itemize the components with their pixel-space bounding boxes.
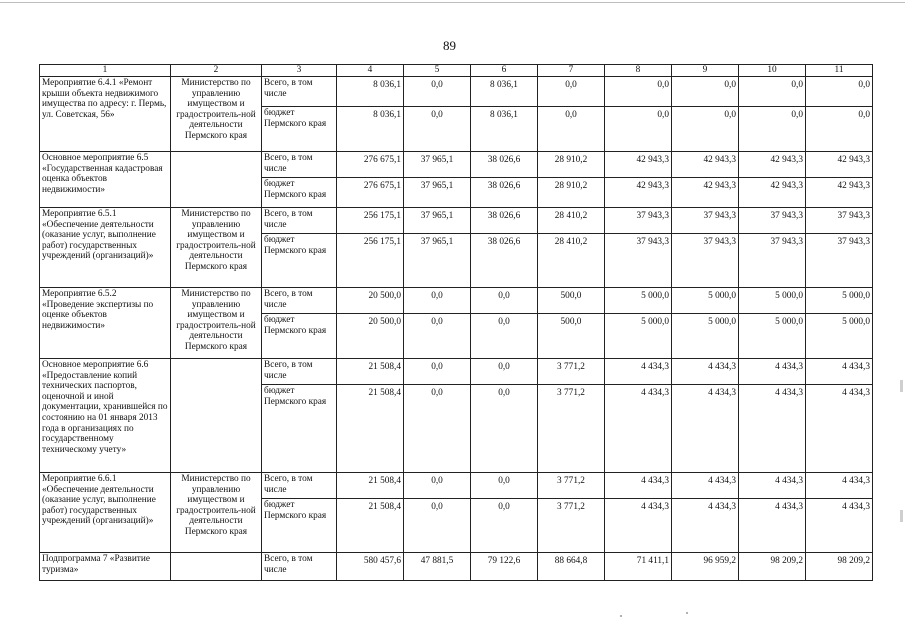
amount-cell: 21 508,4	[337, 473, 404, 499]
amount-cell: 0,0	[806, 107, 873, 152]
activity-name-cell: Основное мероприятие 6.6 «Предоставление копий технических паспортов, оценочной и иной документации, хранившейся по состоянию на 01 января 2013 года в организациях по государственному техническому учету»	[40, 359, 171, 473]
activity-name-cell: Основное мероприятие 6.5 «Государственная кадастровая оценка объектов недвижимости»	[40, 152, 171, 208]
amount-cell: 0,0	[538, 77, 605, 107]
amount-cell: 20 500,0	[337, 314, 404, 359]
column-header: 7	[538, 65, 605, 77]
funding-source-cell: Всего, в том числе	[262, 359, 337, 385]
column-header: 8	[605, 65, 672, 77]
activity-name-cell: Подпрограмма 7 «Развитие туризма»	[40, 553, 171, 581]
amount-cell: 37 965,1	[404, 234, 471, 288]
amount-cell: 5 000,0	[605, 288, 672, 314]
amount-cell: 42 943,3	[672, 178, 739, 208]
amount-cell: 21 508,4	[337, 385, 404, 473]
amount-cell: 5 000,0	[739, 314, 806, 359]
column-header: 6	[471, 65, 538, 77]
funding-source-cell: Всего, в том числе	[262, 77, 337, 107]
amount-cell: 3 771,2	[538, 385, 605, 473]
amount-cell: 4 434,3	[672, 359, 739, 385]
amount-cell: 276 675,1	[337, 152, 404, 178]
amount-cell: 71 411,1	[605, 553, 672, 581]
amount-cell: 5 000,0	[806, 288, 873, 314]
executor-cell	[171, 553, 262, 581]
amount-cell: 8 036,1	[471, 107, 538, 152]
amount-cell: 0,0	[404, 77, 471, 107]
amount-cell: 42 943,3	[605, 152, 672, 178]
amount-cell: 276 675,1	[337, 178, 404, 208]
funding-source-cell: Всего, в том числе	[262, 288, 337, 314]
amount-cell: 0,0	[739, 107, 806, 152]
amount-cell: 37 965,1	[404, 178, 471, 208]
amount-cell: 0,0	[605, 77, 672, 107]
amount-cell: 42 943,3	[806, 178, 873, 208]
amount-cell: 0,0	[739, 77, 806, 107]
amount-cell: 4 434,3	[806, 499, 873, 553]
amount-cell: 42 943,3	[739, 152, 806, 178]
amount-cell: 0,0	[471, 499, 538, 553]
amount-cell: 8 036,1	[337, 77, 404, 107]
amount-cell: 5 000,0	[806, 314, 873, 359]
amount-cell: 4 434,3	[739, 385, 806, 473]
amount-cell: 0,0	[404, 385, 471, 473]
table-row	[40, 152, 873, 178]
executor-cell: Министерство по управлению имуществом и градостроитель-ной деятельности Пермского края	[171, 208, 262, 288]
scan-edge-mark	[900, 510, 903, 522]
activity-name-cell: Мероприятие 6.6.1 «Обеспечение деятельности (оказание услуг, выполнение работ) государственных учреждений (организаций)»	[40, 473, 171, 553]
amount-cell: 42 943,3	[605, 178, 672, 208]
table-body	[40, 77, 873, 581]
column-header: 2	[171, 65, 262, 77]
scan-edge-mark	[900, 380, 903, 392]
amount-cell: 5 000,0	[739, 288, 806, 314]
amount-cell: 37 943,3	[806, 234, 873, 288]
amount-cell: 4 434,3	[806, 473, 873, 499]
amount-cell: 37 943,3	[605, 234, 672, 288]
amount-cell: 0,0	[538, 107, 605, 152]
amount-cell: 5 000,0	[605, 314, 672, 359]
column-header: 4	[337, 65, 404, 77]
table-row	[40, 77, 873, 107]
column-header: 5	[404, 65, 471, 77]
amount-cell: 4 434,3	[605, 359, 672, 385]
page-top-edge	[0, 2, 905, 3]
amount-cell: 0,0	[404, 314, 471, 359]
amount-cell: 4 434,3	[672, 473, 739, 499]
amount-cell: 4 434,3	[739, 359, 806, 385]
amount-cell: 0,0	[672, 107, 739, 152]
column-header: 11	[806, 65, 873, 77]
amount-cell: 21 508,4	[337, 499, 404, 553]
amount-cell: 42 943,3	[739, 178, 806, 208]
amount-cell: 8 036,1	[471, 77, 538, 107]
amount-cell: 4 434,3	[806, 385, 873, 473]
amount-cell: 42 943,3	[806, 152, 873, 178]
table-row	[40, 359, 873, 385]
column-header: 1	[40, 65, 171, 77]
budget-table	[39, 64, 873, 581]
amount-cell: 20 500,0	[337, 288, 404, 314]
amount-cell: 4 434,3	[739, 473, 806, 499]
amount-cell: 37 943,3	[739, 234, 806, 288]
activity-name-cell: Мероприятие 6.4.1 «Ремонт крыши объекта недвижимого имущества по адресу: г. Пермь, ул. Советская, 56»	[40, 77, 171, 152]
amount-cell: 0,0	[605, 107, 672, 152]
column-header: 3	[262, 65, 337, 77]
amount-cell: 28 410,2	[538, 208, 605, 234]
amount-cell: 0,0	[404, 499, 471, 553]
funding-source-cell: бюджет Пермского края	[262, 385, 337, 473]
amount-cell: 37 943,3	[605, 208, 672, 234]
table-row	[40, 473, 873, 499]
amount-cell: 37 943,3	[672, 208, 739, 234]
amount-cell: 4 434,3	[605, 499, 672, 553]
funding-source-cell: Всего, в том числе	[262, 553, 337, 581]
amount-cell: 0,0	[471, 385, 538, 473]
amount-cell: 256 175,1	[337, 208, 404, 234]
executor-cell: Министерство по управлению имуществом и градостроитель-ной деятельности Пермского края	[171, 77, 262, 152]
column-header: 10	[739, 65, 806, 77]
amount-cell: 96 959,2	[672, 553, 739, 581]
amount-cell: 500,0	[538, 314, 605, 359]
amount-cell: 98 209,2	[806, 553, 873, 581]
amount-cell: 4 434,3	[739, 499, 806, 553]
funding-source-cell: Всего, в том числе	[262, 152, 337, 178]
amount-cell: 28 410,2	[538, 234, 605, 288]
executor-cell: Министерство по управлению имуществом и градостроитель-ной деятельности Пермского края	[171, 288, 262, 359]
amount-cell: 47 881,5	[404, 553, 471, 581]
funding-source-cell: Всего, в том числе	[262, 473, 337, 499]
activity-name-cell: Мероприятие 6.5.1 «Обеспечение деятельности (оказание услуг, выполнение работ) государственных учреждений (организаций)»	[40, 208, 171, 288]
amount-cell: 3 771,2	[538, 359, 605, 385]
amount-cell: 256 175,1	[337, 234, 404, 288]
amount-cell: 37 965,1	[404, 152, 471, 178]
executor-cell: Министерство по управлению имуществом и градостроитель-ной деятельности Пермского края	[171, 473, 262, 553]
funding-source-cell: бюджет Пермского края	[262, 107, 337, 152]
amount-cell: 0,0	[404, 473, 471, 499]
table-row	[40, 208, 873, 234]
amount-cell: 79 122,6	[471, 553, 538, 581]
header-row	[40, 65, 873, 77]
funding-source-cell: бюджет Пермского края	[262, 234, 337, 288]
amount-cell: 37 943,3	[806, 208, 873, 234]
amount-cell: 21 508,4	[337, 359, 404, 385]
executor-cell	[171, 359, 262, 473]
amount-cell: 5 000,0	[672, 288, 739, 314]
amount-cell: 0,0	[471, 288, 538, 314]
table-row	[40, 553, 873, 581]
amount-cell: 0,0	[471, 314, 538, 359]
amount-cell: 37 965,1	[404, 208, 471, 234]
amount-cell: 4 434,3	[672, 499, 739, 553]
amount-cell: 3 771,2	[538, 473, 605, 499]
activity-name-cell: Мероприятие 6.5.2 «Проведение экспертизы по оценке объектов недвижимости»	[40, 288, 171, 359]
amount-cell: 38 026,6	[471, 152, 538, 178]
amount-cell: 42 943,3	[672, 152, 739, 178]
amount-cell: 37 943,3	[672, 234, 739, 288]
amount-cell: 38 026,6	[471, 234, 538, 288]
amount-cell: 28 910,2	[538, 178, 605, 208]
amount-cell: 38 026,6	[471, 178, 538, 208]
amount-cell: 0,0	[471, 359, 538, 385]
amount-cell: 0,0	[404, 359, 471, 385]
page-number: 89	[443, 38, 456, 53]
amount-cell: 4 434,3	[672, 385, 739, 473]
column-header: 9	[672, 65, 739, 77]
amount-cell: 5 000,0	[672, 314, 739, 359]
amount-cell: 4 434,3	[605, 473, 672, 499]
amount-cell: 0,0	[806, 77, 873, 107]
amount-cell: 3 771,2	[538, 499, 605, 553]
funding-source-cell: Всего, в том числе	[262, 208, 337, 234]
amount-cell: 4 434,3	[605, 385, 672, 473]
amount-cell: 37 943,3	[739, 208, 806, 234]
funding-source-cell: бюджет Пермского края	[262, 314, 337, 359]
executor-cell	[171, 152, 262, 208]
amount-cell: 88 664,8	[538, 553, 605, 581]
amount-cell: 0,0	[672, 77, 739, 107]
scan-speck	[686, 612, 688, 614]
funding-source-cell: бюджет Пермского края	[262, 499, 337, 553]
funding-source-cell: бюджет Пермского края	[262, 178, 337, 208]
amount-cell: 28 910,2	[538, 152, 605, 178]
amount-cell: 8 036,1	[337, 107, 404, 152]
amount-cell: 98 209,2	[739, 553, 806, 581]
amount-cell: 0,0	[404, 288, 471, 314]
amount-cell: 4 434,3	[806, 359, 873, 385]
amount-cell: 0,0	[404, 107, 471, 152]
amount-cell: 500,0	[538, 288, 605, 314]
amount-cell: 0,0	[471, 473, 538, 499]
amount-cell: 38 026,6	[471, 208, 538, 234]
amount-cell: 580 457,6	[337, 553, 404, 581]
scan-speck	[620, 615, 622, 617]
table-row	[40, 288, 873, 314]
